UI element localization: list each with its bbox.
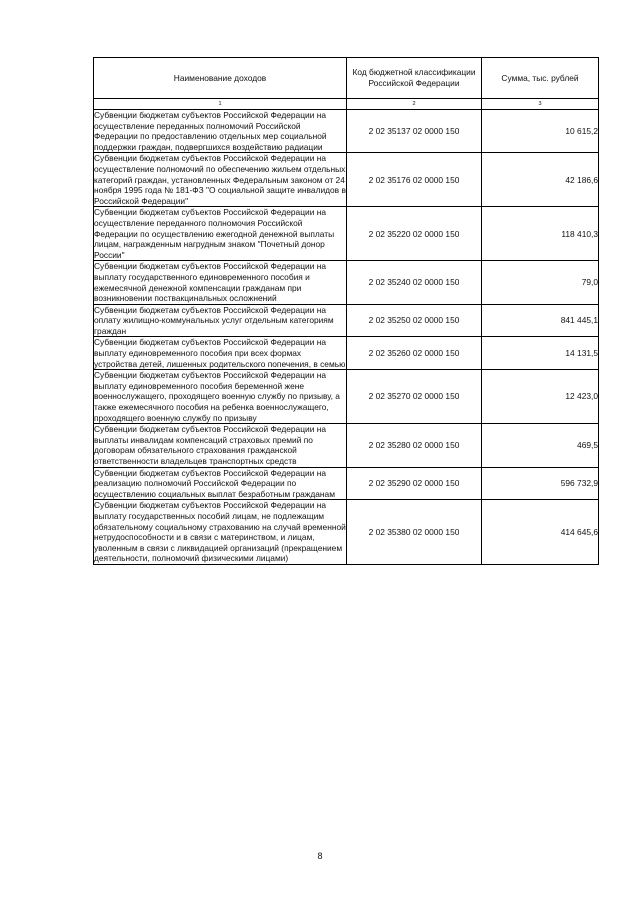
- table-header-row: [94, 58, 599, 99]
- budget-code: 2 02 35290 02 0000 150: [347, 467, 482, 500]
- budget-code: 2 02 35137 02 0000 150: [347, 110, 482, 153]
- column-number: 2: [347, 99, 482, 110]
- budget-code: 2 02 35220 02 0000 150: [347, 207, 482, 261]
- table-row: [94, 110, 599, 153]
- amount: 841 445,1: [482, 304, 599, 337]
- table-row: [94, 304, 599, 337]
- amount: 596 732,9: [482, 467, 599, 500]
- income-name: Субвенции бюджетам субъектов Российской Федерации на осуществление переданных полномочий Российской Федерации по предоставлению отдельных мер социальной поддержки граждан, подвергшихся воздействию радиации: [94, 110, 347, 153]
- budget-code: 2 02 35250 02 0000 150: [347, 304, 482, 337]
- amount: 12 423,0: [482, 370, 599, 424]
- income-name: Субвенции бюджетам субъектов Российской Федерации на выплату государственного единовременного пособия и ежемесячной денежной компенсации гражданам при возникновении поствакцинальных осложнений: [94, 261, 347, 304]
- column-number: 3: [482, 99, 599, 110]
- table-row: [94, 500, 599, 565]
- table-row: [94, 261, 599, 304]
- budget-code: 2 02 35270 02 0000 150: [347, 370, 482, 424]
- amount: 414 645,6: [482, 500, 599, 565]
- amount: 118 410,3: [482, 207, 599, 261]
- amount: 14 131,5: [482, 337, 599, 370]
- page-number: 8: [317, 851, 323, 861]
- income-name: Субвенции бюджетам субъектов Российской Федерации на выплату единовременного пособия при всех формах устройства детей, лишенных родительского попечения, в семью: [94, 337, 346, 369]
- amount: 10 615,2: [482, 110, 599, 153]
- table-row: [94, 467, 599, 500]
- budget-code: 2 02 35240 02 0000 150: [347, 261, 482, 304]
- amount: 42 186,6: [482, 153, 599, 207]
- income-name: Субвенции бюджетам субъектов Российской Федерации на выплаты инвалидам компенсаций страховых премий по договорам обязательного страхования гражданской ответственности владельцев транспортных средств: [94, 424, 347, 467]
- income-name: Субвенции бюджетам субъектов Российской Федерации на осуществление переданного полномочия Российской Федерации по осуществлению ежегодной денежной выплаты лицам, награжденным нагрудным знаком "Почетный донор России": [94, 207, 347, 261]
- income-name: Субвенции бюджетам субъектов Российской Федерации на реализацию полномочий Российской Федерации по осуществлению социальных выплат безработным гражданам: [94, 467, 347, 500]
- amount: 79,0: [482, 261, 599, 304]
- header-code: Код бюджетной классификации Российской Федерации: [347, 58, 482, 99]
- amount: 469,5: [482, 424, 599, 467]
- table-row: [94, 337, 599, 370]
- budget-code: 2 02 35280 02 0000 150: [347, 424, 482, 467]
- revenue-table: [93, 57, 599, 565]
- budget-code: 2 02 35260 02 0000 150: [347, 337, 482, 370]
- header-sum: Сумма, тыс. рублей: [482, 58, 599, 99]
- income-name: Субвенции бюджетам субъектов Российской Федерации на осуществление полномочий по обеспечению жильем отдельных категорий граждан, установленных Федеральным законом от 24 ноября 1995 года № 181-ФЗ "О социальной защите инвалидов в Российской Федерации": [94, 153, 346, 206]
- column-number: 1: [94, 99, 347, 110]
- income-name: Субвенции бюджетам субъектов Российской Федерации на выплату единовременного пособия беременной жене военнослужащего, проходящего военную службу по призыву, а также ежемесячного пособия на ребенка военнослужащего, проходящего военную службу по призыву: [94, 370, 347, 424]
- header-name: Наименование доходов: [94, 58, 347, 99]
- budget-code: 2 02 35380 02 0000 150: [347, 500, 482, 565]
- table-row: [94, 424, 599, 467]
- table-row: [94, 370, 599, 424]
- table-row: [94, 153, 599, 207]
- income-name: Субвенции бюджетам субъектов Российской Федерации на оплату жилищно-коммунальных услуг отдельным категориям граждан: [94, 304, 347, 337]
- table-row: [94, 207, 599, 261]
- budget-code: 2 02 35176 02 0000 150: [347, 153, 482, 207]
- income-name: Субвенции бюджетам субъектов Российской Федерации на выплату государственных пособий лицам, не подлежащим обязательному социальному страхованию на случай временной нетрудоспособности и в связи с материнством, и лицам, уволенным в связи с ликвидацией организаций (прекращением деятельности, полномочий физическими лицами): [94, 500, 346, 564]
- column-numbers-row: [94, 99, 599, 110]
